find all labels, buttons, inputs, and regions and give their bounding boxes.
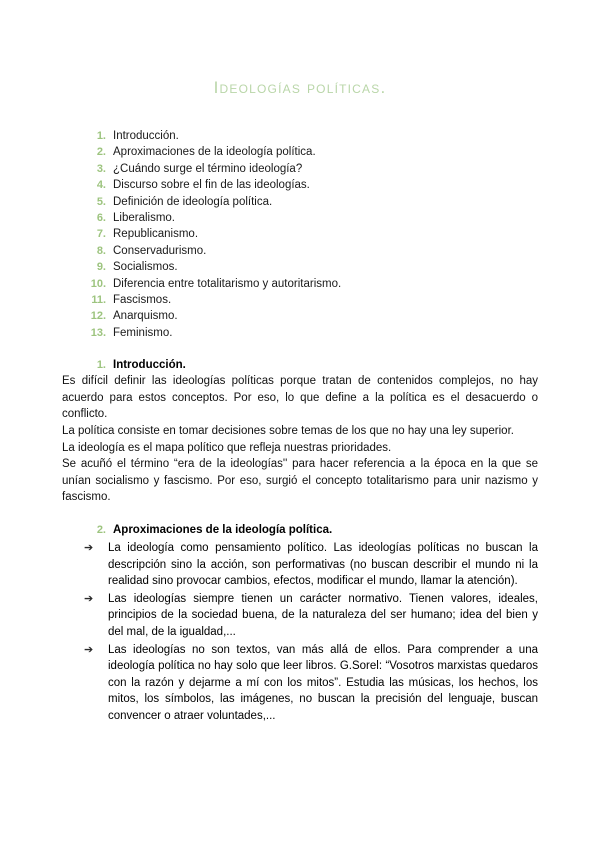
toc-item-number: 1. bbox=[96, 130, 106, 142]
list-item-text: Las ideologías no son textos, van más allá de ellos. Para comprender a una ideología política no hay solo que leer libros. G.Sorel: “Vosotros marxistas quedaros con la razón y dejarme a mí con los mitos”. Estudia las músicas, los hechos, los mitos, los símbolos, las imágenes, no buscan la precisión del lenguaje, buscan convencer o atraer voluntades,... bbox=[108, 643, 538, 722]
toc-item-number: 4. bbox=[96, 179, 106, 192]
toc-item[interactable] bbox=[84, 161, 538, 177]
toc-item[interactable] bbox=[84, 308, 538, 324]
toc-item-label: Liberalismo. bbox=[113, 212, 175, 225]
toc-item-number: 10. bbox=[90, 277, 106, 290]
toc-item[interactable] bbox=[84, 144, 538, 160]
bullet-list bbox=[62, 540, 538, 725]
arrow-bullet-icon: ➔ bbox=[84, 643, 94, 656]
paragraph: Es difícil definir las ideologías políticas porque tratan de contenidos complejos, no hay acuerdo para estos conceptos. Por eso, lo que define a la política es el desacuerdo o conflicto. bbox=[62, 375, 538, 421]
toc-item[interactable] bbox=[84, 243, 538, 259]
toc-item-label: Aproximaciones de la ideología política. bbox=[113, 146, 316, 159]
toc-item-number: 11. bbox=[91, 294, 106, 307]
toc-item[interactable] bbox=[84, 276, 538, 292]
toc-item-label: Fascismos. bbox=[113, 294, 172, 307]
toc-item[interactable] bbox=[84, 194, 538, 210]
list-item bbox=[62, 642, 538, 725]
toc-item-label: Republicanismo. bbox=[113, 228, 199, 241]
toc-item-number: 3. bbox=[96, 162, 106, 175]
toc-item-label: Socialismos. bbox=[113, 261, 178, 274]
toc-item-label: Definición de ideología política. bbox=[113, 195, 273, 208]
section-aproximaciones bbox=[62, 524, 538, 725]
list-item bbox=[62, 540, 538, 590]
toc-item[interactable] bbox=[84, 292, 538, 308]
toc-item-label: Feminismo. bbox=[113, 326, 173, 339]
toc-item[interactable] bbox=[84, 210, 538, 226]
toc-item-number: 7. bbox=[96, 228, 106, 241]
list-item-text: Las ideologías siempre tienen un carácter normativo. Tienen valores, ideales, principios de la sociedad buena, de la naturaleza del ser humano; idea del bien y del mal, de la igualdad,... bbox=[108, 592, 538, 638]
section-number: 1. bbox=[96, 359, 106, 372]
arrow-bullet-icon: ➔ bbox=[84, 542, 94, 555]
page-title: Ideologías políticas. bbox=[213, 78, 387, 97]
list-item bbox=[62, 591, 538, 641]
arrow-bullet-icon: ➔ bbox=[84, 592, 94, 605]
toc-item[interactable] bbox=[84, 325, 538, 341]
section-introduccion bbox=[62, 359, 538, 506]
section-title: Aproximaciones de la ideología política. bbox=[113, 524, 333, 537]
toc-item-label: Anarquismo. bbox=[113, 310, 178, 323]
toc-item[interactable] bbox=[84, 177, 538, 193]
toc-item-label: Discurso sobre el fin de las ideologías. bbox=[113, 179, 310, 192]
paragraph: La política consiste en tomar decisiones sobre temas de los que no hay una ley superior. bbox=[62, 425, 514, 438]
table-of-contents bbox=[84, 128, 538, 341]
section-heading bbox=[84, 359, 538, 371]
toc-item-number: 13. bbox=[90, 326, 106, 339]
toc-item-number: 5. bbox=[96, 195, 106, 208]
section-title: Introducción. bbox=[113, 359, 186, 372]
toc-item-number: 2. bbox=[96, 146, 106, 159]
toc-item[interactable] bbox=[84, 128, 538, 144]
toc-item[interactable] bbox=[84, 226, 538, 242]
toc-item-number: 9. bbox=[96, 261, 106, 274]
toc-item-label: ¿Cuándo surge el término ideología? bbox=[113, 162, 303, 175]
section-heading bbox=[84, 524, 538, 536]
toc-item-label: Diferencia entre totalitarismo y autoritarismo. bbox=[113, 277, 342, 290]
toc-item-number: 6. bbox=[96, 212, 106, 225]
toc-item[interactable] bbox=[84, 259, 538, 275]
toc-item-label: Introducción. bbox=[113, 130, 179, 142]
paragraph: Se acuñó el término “era de la ideologías'' para hacer referencia a la época en la que se unían socialismo y fascismo. Por eso, surgió el concepto totalitarismo para unir nazismo y fascismo. bbox=[62, 458, 538, 504]
section-number: 2. bbox=[96, 524, 106, 537]
toc-item-label: Conservadurismo. bbox=[113, 244, 207, 257]
paragraph: La ideología es el mapa político que refleja nuestras prioridades. bbox=[62, 441, 392, 454]
toc-item-number: 12. bbox=[90, 310, 106, 323]
toc-item-number: 8. bbox=[96, 244, 106, 257]
list-item-text: La ideología como pensamiento político. Las ideologías políticas no buscan la descripción sino la acción, son performativas (no buscan describir el mundo ni la realidad sino provocar cambios, efectos, modificar el mundo, llamar la atención). bbox=[108, 542, 538, 588]
